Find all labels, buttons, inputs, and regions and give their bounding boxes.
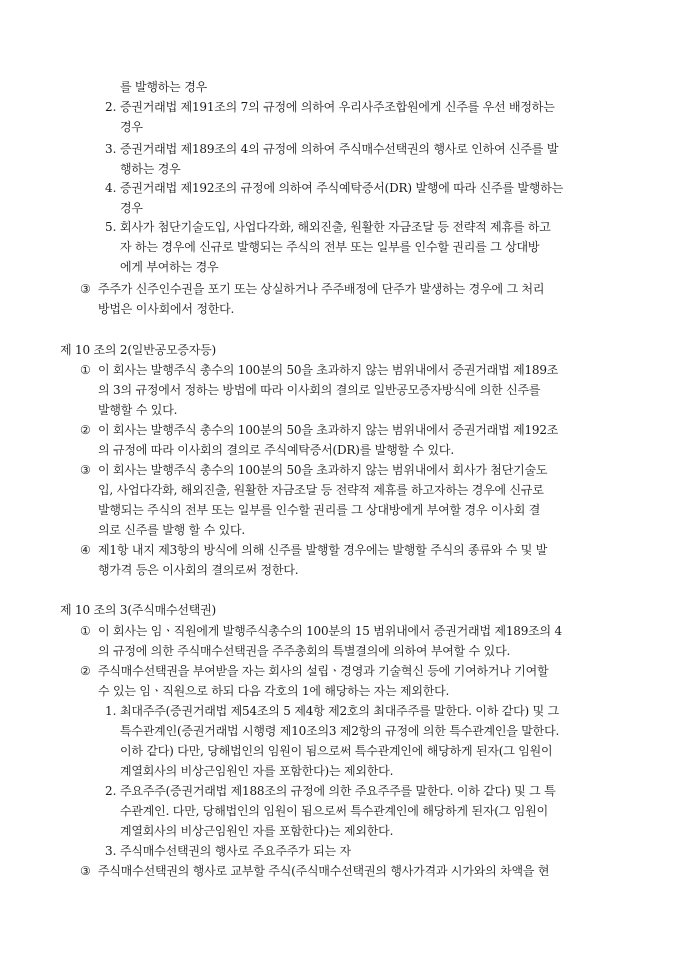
- text-line: 의 규정에 의한 주식매수선택권을 주주총회의 특별결의에 의하여 부여할 수 있다.: [98, 644, 511, 658]
- text-line: 주식매수선택권을 부여받을 자는 회사의 설립ㆍ경영과 기술혁신 등에 기여하거나 기여할: [98, 664, 549, 678]
- item-number: 1.: [105, 704, 117, 718]
- text-line: 이하 같다) 다만, 당해법인의 임원이 됨으로써 특수관계인에 해당하게 된자(그 임원이: [120, 744, 553, 758]
- article-heading: 제 10 조의 2(일반공모증자등): [60, 343, 217, 357]
- text-line: 증권거래법 제191조의 7의 규정에 의하여 우리사주조합원에게 신주를 우선 배정하는: [120, 100, 555, 114]
- paragraph-marker: ①: [80, 624, 91, 638]
- item-number: 3.: [105, 844, 117, 858]
- text-line: 증권거래법 제189조의 4의 규정에 의하여 주식매수선택권의 행사로 인하여 신주를 발: [120, 142, 559, 156]
- text-line: 행가격 등은 이사회의 결의로써 정한다.: [98, 563, 299, 577]
- paragraph-marker: ③: [80, 282, 91, 296]
- text-line: 방법은 이사회에서 정한다.: [98, 302, 235, 316]
- text-line: 증권거래법 제192조의 규정에 의하여 주식예탁증서(DR) 발행에 따라 신주를 발행하는: [120, 181, 563, 195]
- paragraph-marker: ③: [80, 864, 91, 878]
- text-line: 최대주주(증권거래법 제54조의 5 제4항 제2호의 최대주주를 말한다. 이하 같다) 및 그: [120, 704, 560, 718]
- text-line: 경우: [120, 201, 143, 215]
- text-line: 특수관계인(증권거래법 시행령 제10조의3 제2항의 규정에 의한 특수관계인을 말한다.: [120, 724, 560, 738]
- article-heading: 제 10 조의 3(주식매수선택권): [60, 603, 217, 617]
- item-number: 4.: [105, 181, 117, 195]
- item-number: 3.: [105, 142, 117, 156]
- text-line: 수 있는 임ㆍ직원으로 하되 다음 각호의 1에 해당하는 자는 제외한다.: [98, 684, 450, 698]
- text-line: 발행되는 주식의 전부 또는 일부를 인수할 권리를 그 상대방에게 부여할 경우 이사회 결: [98, 503, 541, 517]
- item-number: 2.: [105, 784, 117, 798]
- text-line: 의 3의 규정에서 정하는 방법에 따라 이사회의 결의로 일반공모증자방식에 의한 신주를: [98, 383, 541, 397]
- paragraph-marker: ①: [80, 363, 91, 377]
- text-line: 주식매수선택권의 행사로 교부할 주식(주식매수선택권의 행사가격과 시가와의 차액을 현: [98, 864, 550, 878]
- text-line: 계열회사의 비상근임원인 자를 포함한다)는 제외한다.: [120, 824, 394, 838]
- text-line: 경우: [120, 120, 143, 134]
- text-line: 주주가 신주인수권을 포기 또는 상실하거나 주주배정에 단주가 발생하는 경우에 그 처리: [98, 282, 545, 296]
- text-line: 이 회사는 발행주식 총수의 100분의 50을 초과하지 않는 범위내에서 회사가 첨단기술도: [98, 463, 548, 477]
- text-line: 주식매수선택권의 행사로 주요주주가 되는 자: [120, 844, 351, 858]
- paragraph-marker: ③: [80, 463, 91, 477]
- text-line: 이 회사는 임ㆍ직원에게 발행주식총수의 100분의 15 범위내에서 증권거래법 제189조의 4: [98, 624, 562, 638]
- item-number: 2.: [105, 100, 117, 114]
- text-line: 자 하는 경우에 신규로 발행되는 주식의 전부 또는 일부를 인수할 권리를 그 상대방: [120, 240, 540, 254]
- text-line: 주요주주(증권거래법 제188조의 규정에 의한 주요주주를 말한다. 이하 같다) 및 그 특: [120, 784, 556, 798]
- paragraph-marker: ④: [80, 543, 91, 557]
- text-line: 제1항 내지 제3항의 방식에 의해 신주를 발행할 경우에는 발행할 주식의 종류와 수 및 발: [98, 543, 548, 557]
- text-line: 행하는 경우: [120, 162, 181, 176]
- text-line: 의 규정에 따라 이사회의 결의로 주식예탁증서(DR)를 발행할 수 있다.: [98, 443, 454, 457]
- text-line: 의로 신주를 발행 할 수 있다.: [98, 523, 245, 537]
- text-line: 입, 사업다각화, 해외진출, 원활한 자금조달 등 전략적 제휴를 하고자하는 경우에 신규로: [98, 483, 544, 497]
- paragraph-marker: ②: [80, 664, 91, 678]
- paragraph-marker: ②: [80, 423, 91, 437]
- text-line: 수관계인. 다만, 당해법인의 임원이 됨으로써 특수관계인에 해당하게 된자(그 임원이: [120, 804, 548, 818]
- text-line: 에게 부여하는 경우: [120, 260, 219, 274]
- item-number: 5.: [105, 220, 117, 234]
- text-line: 회사가 첨단기술도입, 사업다각화, 해외진출, 원활한 자금조달 등 전략적 제휴를 하고: [120, 220, 551, 234]
- text-line: 계열회사의 비상근임원인 자를 포함한다)는 제외한다.: [120, 764, 394, 778]
- text-line: 를 발행하는 경우: [120, 80, 207, 94]
- text-line: 이 회사는 발행주식 총수의 100분의 50을 초과하지 않는 범위내에서 증권거래법 제189조: [98, 363, 559, 377]
- text-line: 이 회사는 발행주식 총수의 100분의 50을 초과하지 않는 범위내에서 증권거래법 제192조: [98, 423, 559, 437]
- text-line: 발행할 수 있다.: [98, 403, 178, 417]
